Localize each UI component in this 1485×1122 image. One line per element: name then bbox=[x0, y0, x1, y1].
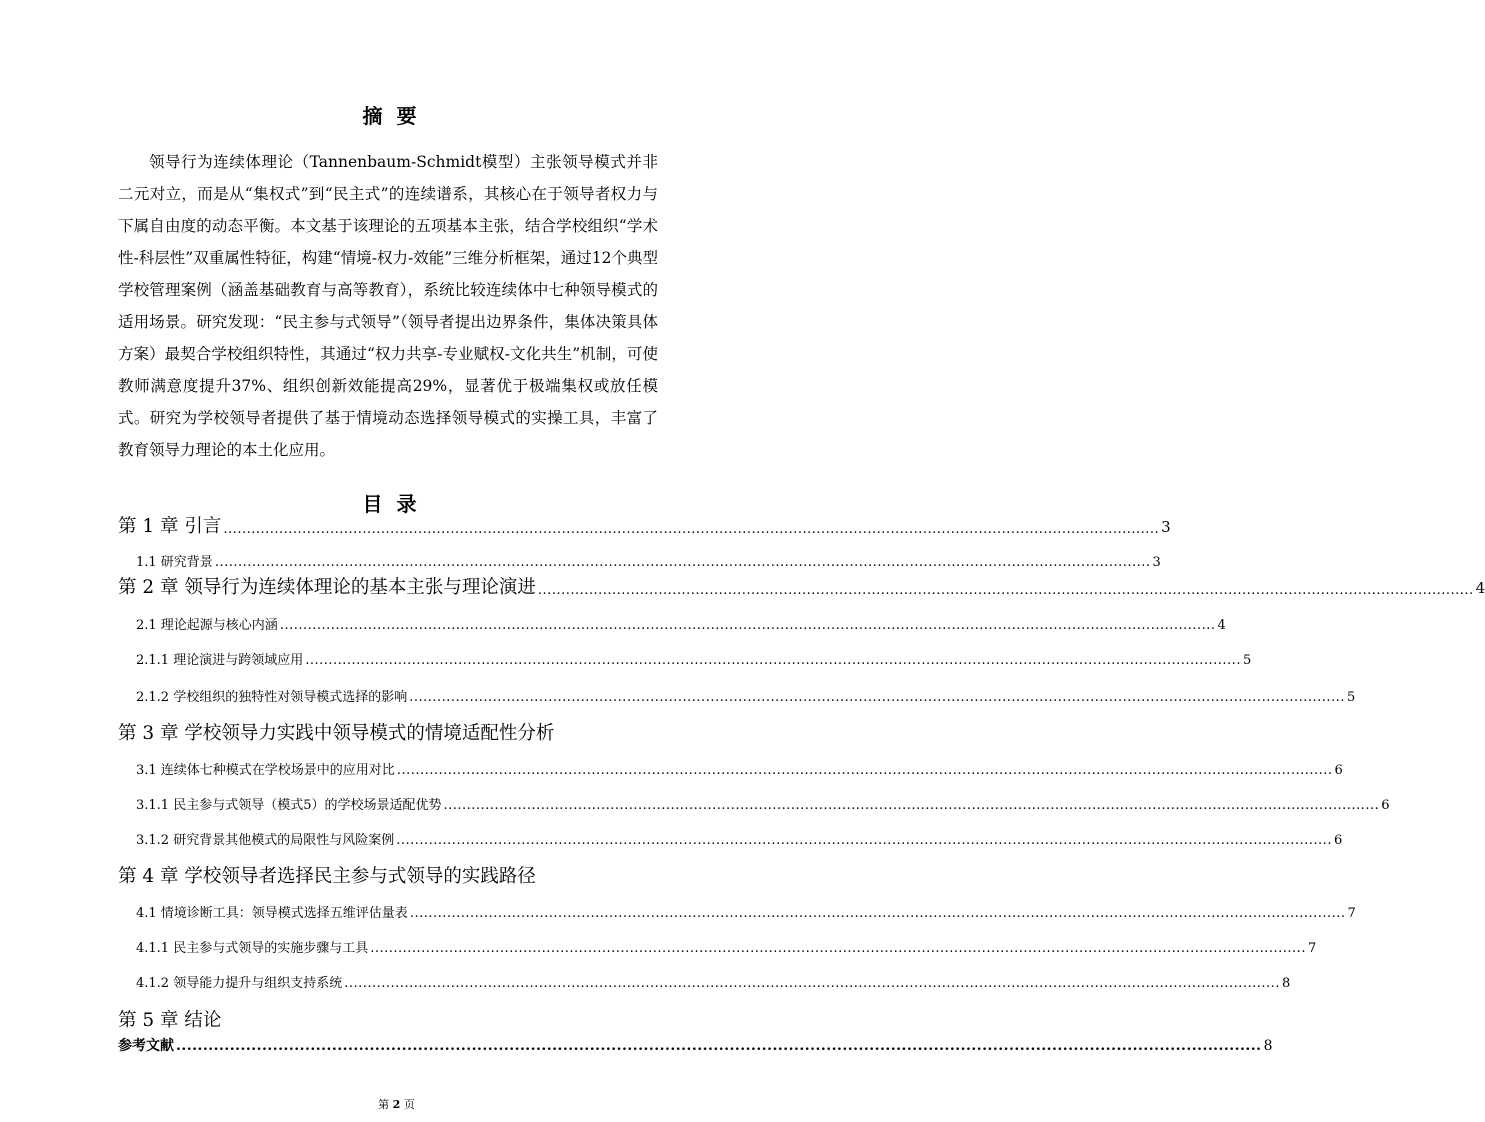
toc-entry-section-2-1-2[interactable] bbox=[136, 688, 1356, 708]
toc-leader-dots: .......................................................................................................................................................................................................... bbox=[396, 763, 1333, 778]
toc-entry-chapter-1[interactable] bbox=[118, 514, 1171, 540]
toc-entry-text: 1.1 研究背景 bbox=[136, 555, 213, 570]
toc-entry-text: 4.1 情境诊断工具：领导模式选择五维评估量表 bbox=[136, 906, 408, 921]
toc-entry-section-4-1-2[interactable] bbox=[136, 974, 1291, 994]
toc-entry-text: 第 4 章 学校领导者选择民主参与式领导的实践路径 bbox=[118, 866, 536, 887]
toc-page-number: 7 bbox=[1347, 906, 1356, 921]
toc-entry-text: 3.1.1 民主参与式领导（模式5）的学校场景适配优势 bbox=[136, 798, 442, 813]
toc-entry-section-4-1[interactable] bbox=[136, 904, 1356, 924]
toc-page-number: 5 bbox=[1346, 690, 1356, 705]
toc-leader-dots: .......................................................................................................................................................................................................... bbox=[223, 522, 1160, 537]
toc-entry-text: 2.1.2 学校组织的独特性对领导模式选择的影响 bbox=[136, 690, 408, 705]
toc-entry-chapter-4[interactable] bbox=[118, 864, 638, 890]
toc-page-number: 5 bbox=[1242, 653, 1252, 668]
toc-entry-section-1-1[interactable] bbox=[136, 553, 1161, 573]
toc-page-number: 6 bbox=[1334, 763, 1343, 778]
toc-entry-text: 3.1 连续体七种模式在学校场景中的应用对比 bbox=[136, 763, 395, 778]
toc-leader-dots: .......................................................................................................................................................................................................... bbox=[214, 555, 1151, 570]
footer-suffix: 页 bbox=[403, 1098, 415, 1111]
footer-page-number: 2 bbox=[392, 1098, 401, 1111]
toc-page-number: 4 bbox=[1475, 579, 1485, 597]
toc-entry-references[interactable] bbox=[118, 1036, 1273, 1056]
toc-entry-section-2-1-1[interactable] bbox=[136, 651, 1252, 671]
toc-entry-chapter-2[interactable] bbox=[118, 575, 1485, 601]
toc-leader-dots: .......................................................................................................................................................................................................... bbox=[370, 941, 1306, 956]
toc-entry-text: 2.1 理论起源与核心内涵 bbox=[136, 618, 278, 633]
toc-page-number: 4 bbox=[1217, 618, 1226, 633]
toc-entry-text: 4.1.2 领导能力提升与组织支持系统 bbox=[136, 976, 343, 991]
toc-entry-text: 3.1.2 研究背景其他模式的局限性与风险案例 bbox=[136, 833, 395, 848]
toc-leader-dots: .......................................................................................................................................................................................................... bbox=[537, 583, 1474, 598]
toc-entry-section-2-1[interactable] bbox=[136, 616, 1226, 636]
toc-entry-section-3-1-2[interactable] bbox=[136, 831, 1343, 851]
toc-entry-text: 第 2 章 领导行为连续体理论的基本主张与理论演进 bbox=[118, 577, 536, 598]
toc-page-number: 8 bbox=[1281, 976, 1291, 991]
toc-entry-section-3-1[interactable] bbox=[136, 761, 1343, 781]
toc-entry-text: 第 5 章 结论 bbox=[118, 1010, 222, 1031]
abstract-heading: 摘要 bbox=[362, 104, 431, 128]
toc-entry-text: 2.1.1 理论演进与跨领域应用 bbox=[136, 653, 304, 668]
toc-page-number: 7 bbox=[1307, 941, 1317, 956]
toc-entry-chapter-3[interactable] bbox=[118, 721, 638, 747]
toc-leader-dots: .......................................................................................................................................................................................................... bbox=[409, 690, 1345, 705]
toc-leader-dots: .......................................................................................................................................................................................................... bbox=[305, 653, 1241, 668]
page-footer bbox=[0, 1096, 793, 1112]
toc-heading: 目录 bbox=[362, 492, 431, 516]
toc-page-number: 3 bbox=[1152, 555, 1161, 570]
toc-entry-text: 4.1.1 民主参与式领导的实施步骤与工具 bbox=[136, 941, 369, 956]
toc-entry-section-4-1-1[interactable] bbox=[136, 939, 1317, 959]
toc-leader-dots: .......................................................................................................................................................................................................... bbox=[279, 618, 1216, 633]
toc-leader-dots: .......................................................................................................................................................................................................... bbox=[344, 976, 1280, 991]
toc-leader-dots: .......................................................................................................................................................................................................... bbox=[176, 1038, 1262, 1054]
toc-leader-dots: .......................................................................................................................................................................................................... bbox=[409, 906, 1346, 921]
toc-leader-dots: .......................................................................................................................................................................................................... bbox=[396, 833, 1332, 848]
toc-leader-dots: .......................................................................................................................................................................................................... bbox=[443, 798, 1380, 813]
toc-entry-section-3-1-1[interactable] bbox=[136, 796, 1390, 816]
toc-entry-chapter-5[interactable] bbox=[118, 1008, 638, 1034]
footer-prefix: 第 bbox=[378, 1098, 390, 1111]
toc-entry-text: 第 1 章 引言 bbox=[118, 516, 222, 537]
abstract-body: 领导行为连续体理论（Tannenbaum-Schmidt模型）主张领导模式并非二元对立，而是从“集权式”到“民主式”的连续谱系，其核心在于领导者权力与下属自由度的动态平衡。本文基于该理论的五项基本主张，结合学校组织“学术性-科层性”双重属性特征，构建“情境-权力-效能”三维分析框架，通过12个典型学校管理案例（涵盖基础教育与高等教育），系统比较连续体中七种领导模式的适用场景。研究发现：“民主参与式领导”（领导者提出边界条件，集体决策具体方案）最契合学校组织特性，其通过“权力共享-专业赋权-文化共生”机制，可使教师满意度提升37%、组织创新效能提高29%，显著优于极端集权或放任模式。研究为学校领导者提供了基于情境动态选择领导模式的实操工具，丰富了教育领导力理论的本土化应用。 bbox=[118, 153, 658, 459]
toc-page-number: 3 bbox=[1161, 518, 1171, 536]
toc-page-number: 6 bbox=[1333, 833, 1343, 848]
toc-entry-text: 第 3 章 学校领导力实践中领导模式的情境适配性分析 bbox=[118, 723, 555, 744]
toc-page-number: 8 bbox=[1263, 1038, 1273, 1054]
toc-entry-text: 参考文献 bbox=[118, 1038, 174, 1054]
toc-page-number: 6 bbox=[1381, 798, 1390, 813]
